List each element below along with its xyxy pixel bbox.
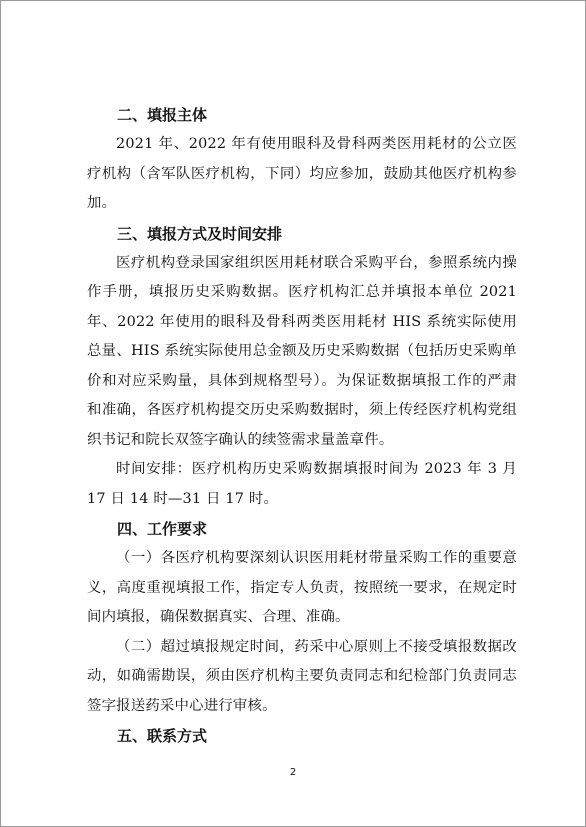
paragraph-method: 医疗机构登录国家组织医用耗材联合采购平台，参照系统内操作手册，填报历史采购数据。医疗机构汇总并填报本单位 2021 年、2022 年使用的眼科及骨科两类医用耗材 HIS 系统实际使用总量、HIS 系统实际使用总金额及历史采购数据（包括历史采购单价和对应采购量，具体到规格型号）。为保证数据填报工作的严肃和准确，各医疗机构提交历史采购数据时，须上传经医疗机构党组织书记和院长双签字确认的续签需求量盖章件。 <box>87 254 517 448</box>
paragraph-requirement-2: （二）超过填报规定时间，药采中心原则上不接受填报数据改动，如确需勘误，须由医疗机构主要负责同志和纪检部门负责同志签字报送药采中心进行审核。 <box>87 638 517 714</box>
page-number: 2 <box>289 767 297 778</box>
section-heading-method-schedule: 三、填报方式及时间安排 <box>117 224 283 243</box>
paragraph-schedule: 时间安排：医疗机构历史采购数据填报时间为 2023 年 3 月 17 日 14 时—31 日 17 时。 <box>87 461 517 507</box>
section-heading-requirements: 四、工作要求 <box>117 520 208 538</box>
paragraph-requirement-1: （一）各医疗机构要深刻认识医用耗材带量采购工作的重要意义，高度重视填报工作，指定专人负责，按照统一要求，在规定时间内填报，确保数据真实、合理、准确。 <box>87 550 517 625</box>
paragraph-subject: 2021 年、2022 年有使用眼科及骨科两类医用耗材的公立医疗机构（含军队医疗机构，下同）均应参加，鼓励其他医疗机构参加。 <box>87 136 517 211</box>
section-heading-contact: 五、联系方式 <box>117 727 208 745</box>
section-heading-subject: 二、填报主体 <box>117 106 208 124</box>
document-body <box>87 101 517 751</box>
